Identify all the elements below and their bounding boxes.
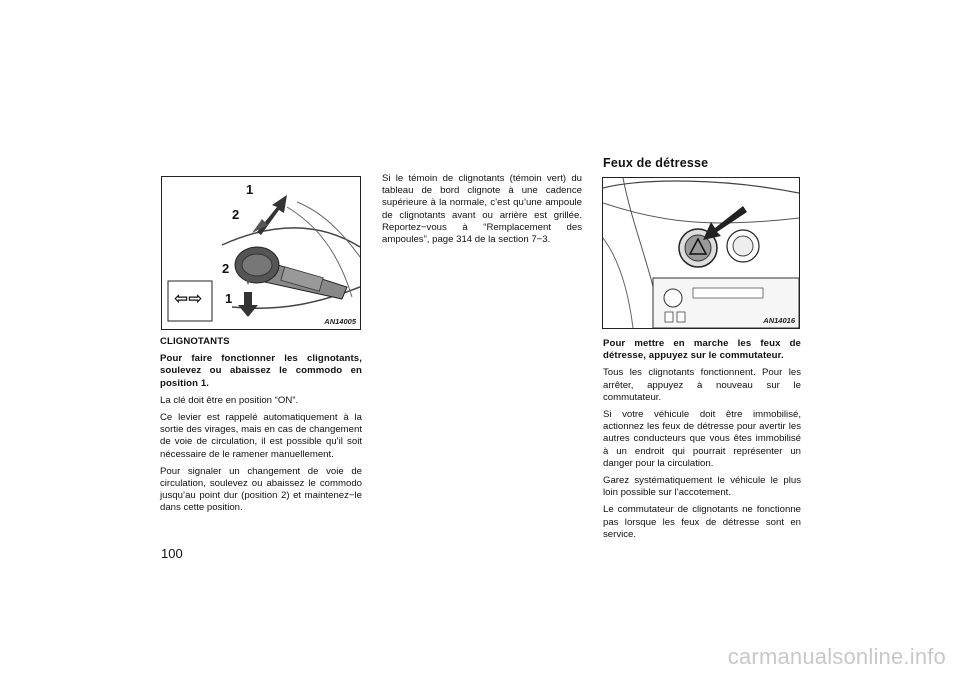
figure-code: AN14005 xyxy=(324,317,356,326)
instruction-text: Pour mettre en marche les feux de détresse, appuyez sur le commutateur. xyxy=(603,338,801,362)
paragraph: Garez systématiquement le véhicule le plus loin possible sur l’accotement. xyxy=(603,475,801,499)
instruction-text: Pour faire fonctionner les clignotants, soulevez ou abaissez le commodo en position 1. xyxy=(160,353,362,389)
section-subheading: CLIGNOTANTS xyxy=(160,336,230,347)
lever-label-1-down: 1 xyxy=(225,291,233,306)
section-heading: Feux de détresse xyxy=(603,156,709,170)
middle-column xyxy=(382,173,582,251)
left-column xyxy=(160,336,362,520)
turn-signal-lever-figure xyxy=(161,176,361,330)
paragraph: Si le témoin de clignotants (témoin vert) du tableau de bord clignote à une cadence supérieure à la normale, c’est qu’une ampoule de clignotants avant ou arrière est grillée. Reportez−vous à “Remplacement des ampoules”, page 314 de la section 7−3. xyxy=(382,173,582,246)
turn-arrows-icon: ⇦⇨ xyxy=(174,289,203,308)
paragraph: Pour signaler un changement de voie de circulation, soulevez ou abaissez le commodo jusqu’au point dur (position 2) et maintenez−le dans cette position. xyxy=(160,465,362,514)
lever-label-1-up: 1 xyxy=(246,182,254,197)
watermark: carmanualsonline.info xyxy=(727,644,946,669)
paragraph: Ce levier est rappelé automatiquement à la sortie des virages, mais en cas de changement de voie de circulation, il est possible qu’il soit nécessaire de le ramener manuellement. xyxy=(160,412,362,460)
paragraph: La clé doit être en position “ON”. xyxy=(160,394,299,406)
paragraph: Si votre véhicule doit être immobilisé, actionnez les feux de détresse pour avertir les autres conducteurs que vous êtes immobilisé à un endroit qui pourrait représenter un danger pour la circulation. xyxy=(603,409,801,469)
page-number: 100 xyxy=(161,546,183,561)
paragraph: Le commutateur de clignotants ne fonctionne pas lorsque les feux de détresse sont en service. xyxy=(603,504,801,540)
lever-label-2-up: 2 xyxy=(232,207,240,222)
right-column xyxy=(603,338,801,546)
paragraph: Tous les clignotants fonctionnent. Pour les arrêter, appuyez à nouveau sur le commutateur. xyxy=(603,367,801,403)
lever-label-2-down: 2 xyxy=(222,261,230,276)
hazard-switch-figure xyxy=(602,177,800,329)
figure-code: AN14016 xyxy=(763,316,795,325)
hazard-switch-illustration xyxy=(603,178,799,328)
